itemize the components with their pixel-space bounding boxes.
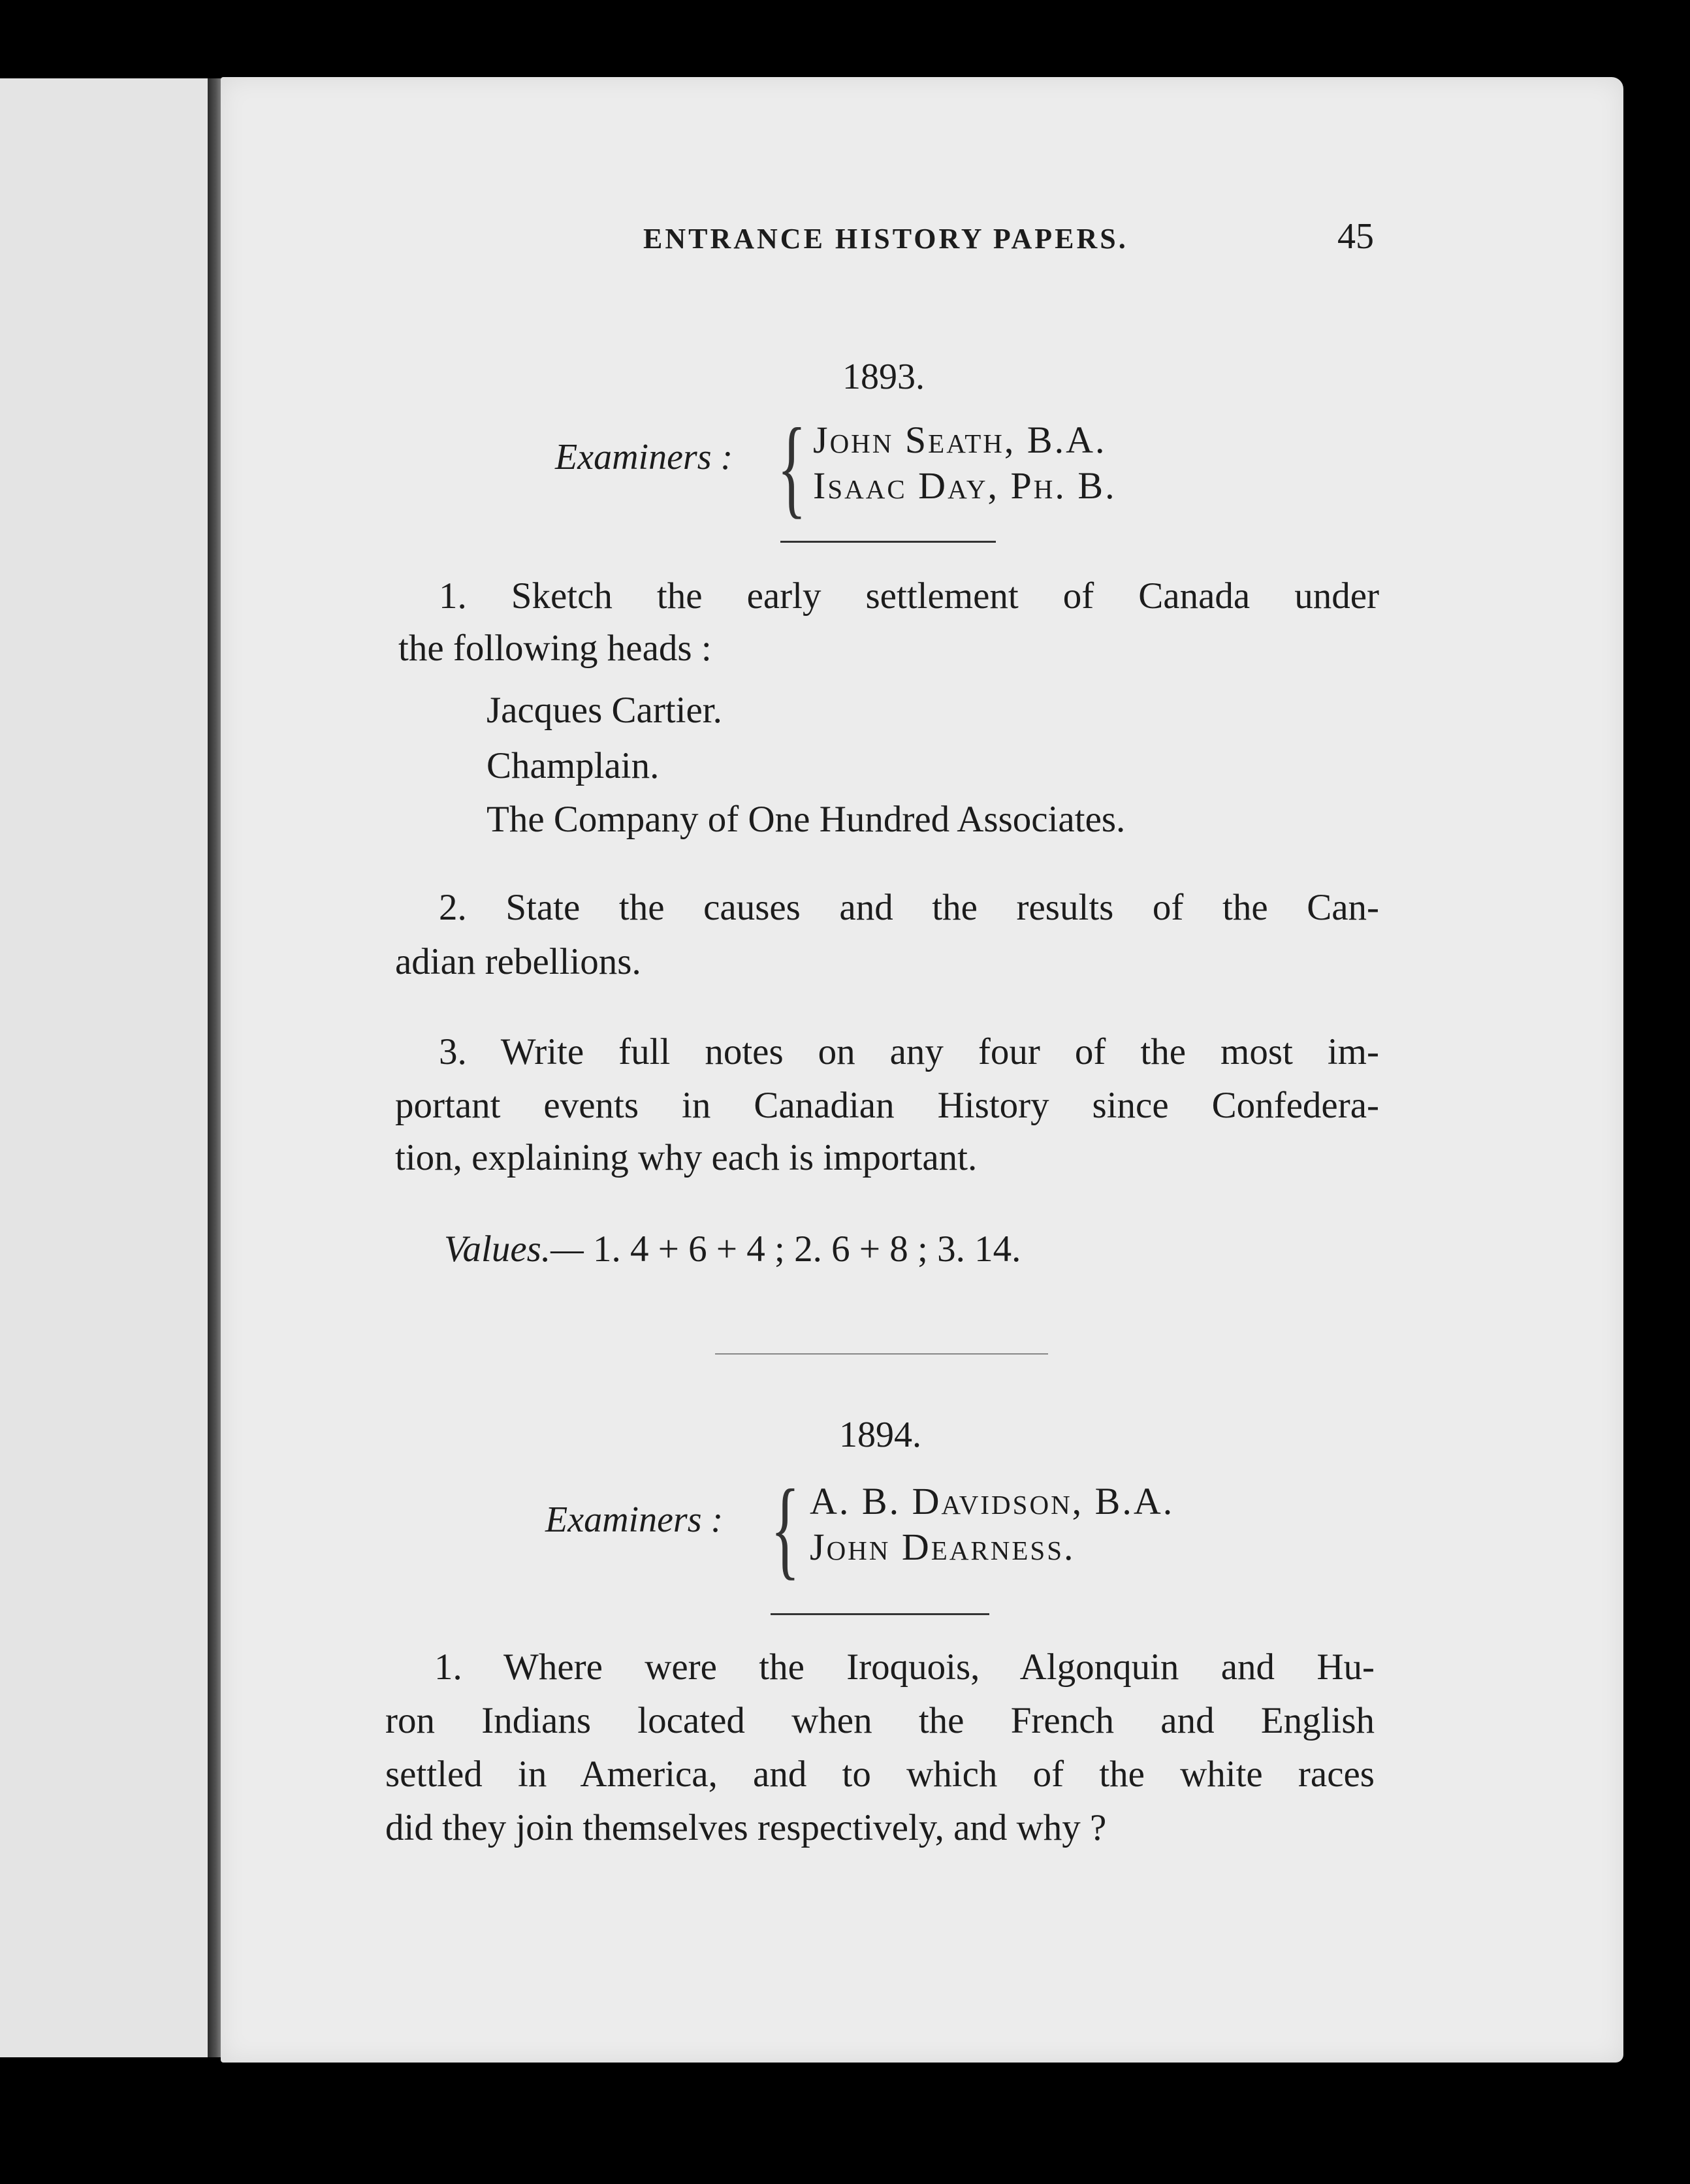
list-item: Jacques Cartier. bbox=[486, 690, 722, 731]
question-1-1893-line-1: 1. Sketch the early settlement of Canada under bbox=[439, 575, 1379, 617]
examiners-label-1894: Examiners : bbox=[545, 1500, 724, 1540]
page-number: 45 bbox=[1337, 216, 1374, 257]
year-heading-1893: 1893. bbox=[842, 357, 925, 397]
question-1-1894-line-4: did they join themselves respectively, and why ? bbox=[385, 1807, 1107, 1848]
examiner-name-3: A. B. Davidson, B.A. bbox=[810, 1480, 1175, 1522]
question-2-1893-line-1: 2. State the causes and the results of the Can- bbox=[439, 887, 1379, 928]
question-2-1893-line-2: adian rebellions. bbox=[395, 941, 641, 982]
examiner-name-4: John Dearness. bbox=[810, 1526, 1076, 1568]
brace-1894: { bbox=[771, 1467, 800, 1590]
list-item: The Company of One Hundred Associates. bbox=[486, 799, 1126, 840]
year-heading-1894: 1894. bbox=[839, 1415, 921, 1455]
values-line bbox=[444, 1228, 1021, 1270]
values-label: Values.— bbox=[444, 1228, 584, 1270]
examiner-name-1: John Seath, B.A. bbox=[813, 419, 1107, 461]
section-rule-1893 bbox=[780, 541, 996, 543]
values-text: 1. 4 + 6 + 4 ; 2. 6 + 8 ; 3. 14. bbox=[593, 1228, 1021, 1270]
examiner-name-2: Isaac Day, Ph. B. bbox=[813, 464, 1117, 507]
question-3-1893-line-1: 3. Write full notes on any four of the most im- bbox=[439, 1031, 1379, 1072]
left-page-edge bbox=[0, 78, 209, 2057]
question-3-1893-line-3: tion, explaining why each is important. bbox=[395, 1137, 978, 1178]
list-item: Champlain. bbox=[486, 745, 660, 786]
section-divider bbox=[715, 1353, 1048, 1355]
question-3-1893-line-2: portant events in Canadian History since Confedera- bbox=[395, 1085, 1379, 1126]
question-1-1893-line-2: the following heads : bbox=[398, 628, 712, 669]
question-1-1894-line-2: ron Indians located when the French and English bbox=[385, 1700, 1375, 1741]
examiners-label-1893: Examiners : bbox=[555, 437, 733, 477]
brace-1893: { bbox=[777, 406, 806, 528]
question-1-1894-line-1: 1. Where were the Iroquois, Algonquin and Hu- bbox=[434, 1646, 1375, 1688]
running-head: ENTRANCE HISTORY PAPERS. bbox=[643, 223, 1128, 255]
question-1-1894-line-3: settled in America, and to which of the white races bbox=[385, 1754, 1375, 1795]
section-rule-1894 bbox=[771, 1613, 989, 1615]
